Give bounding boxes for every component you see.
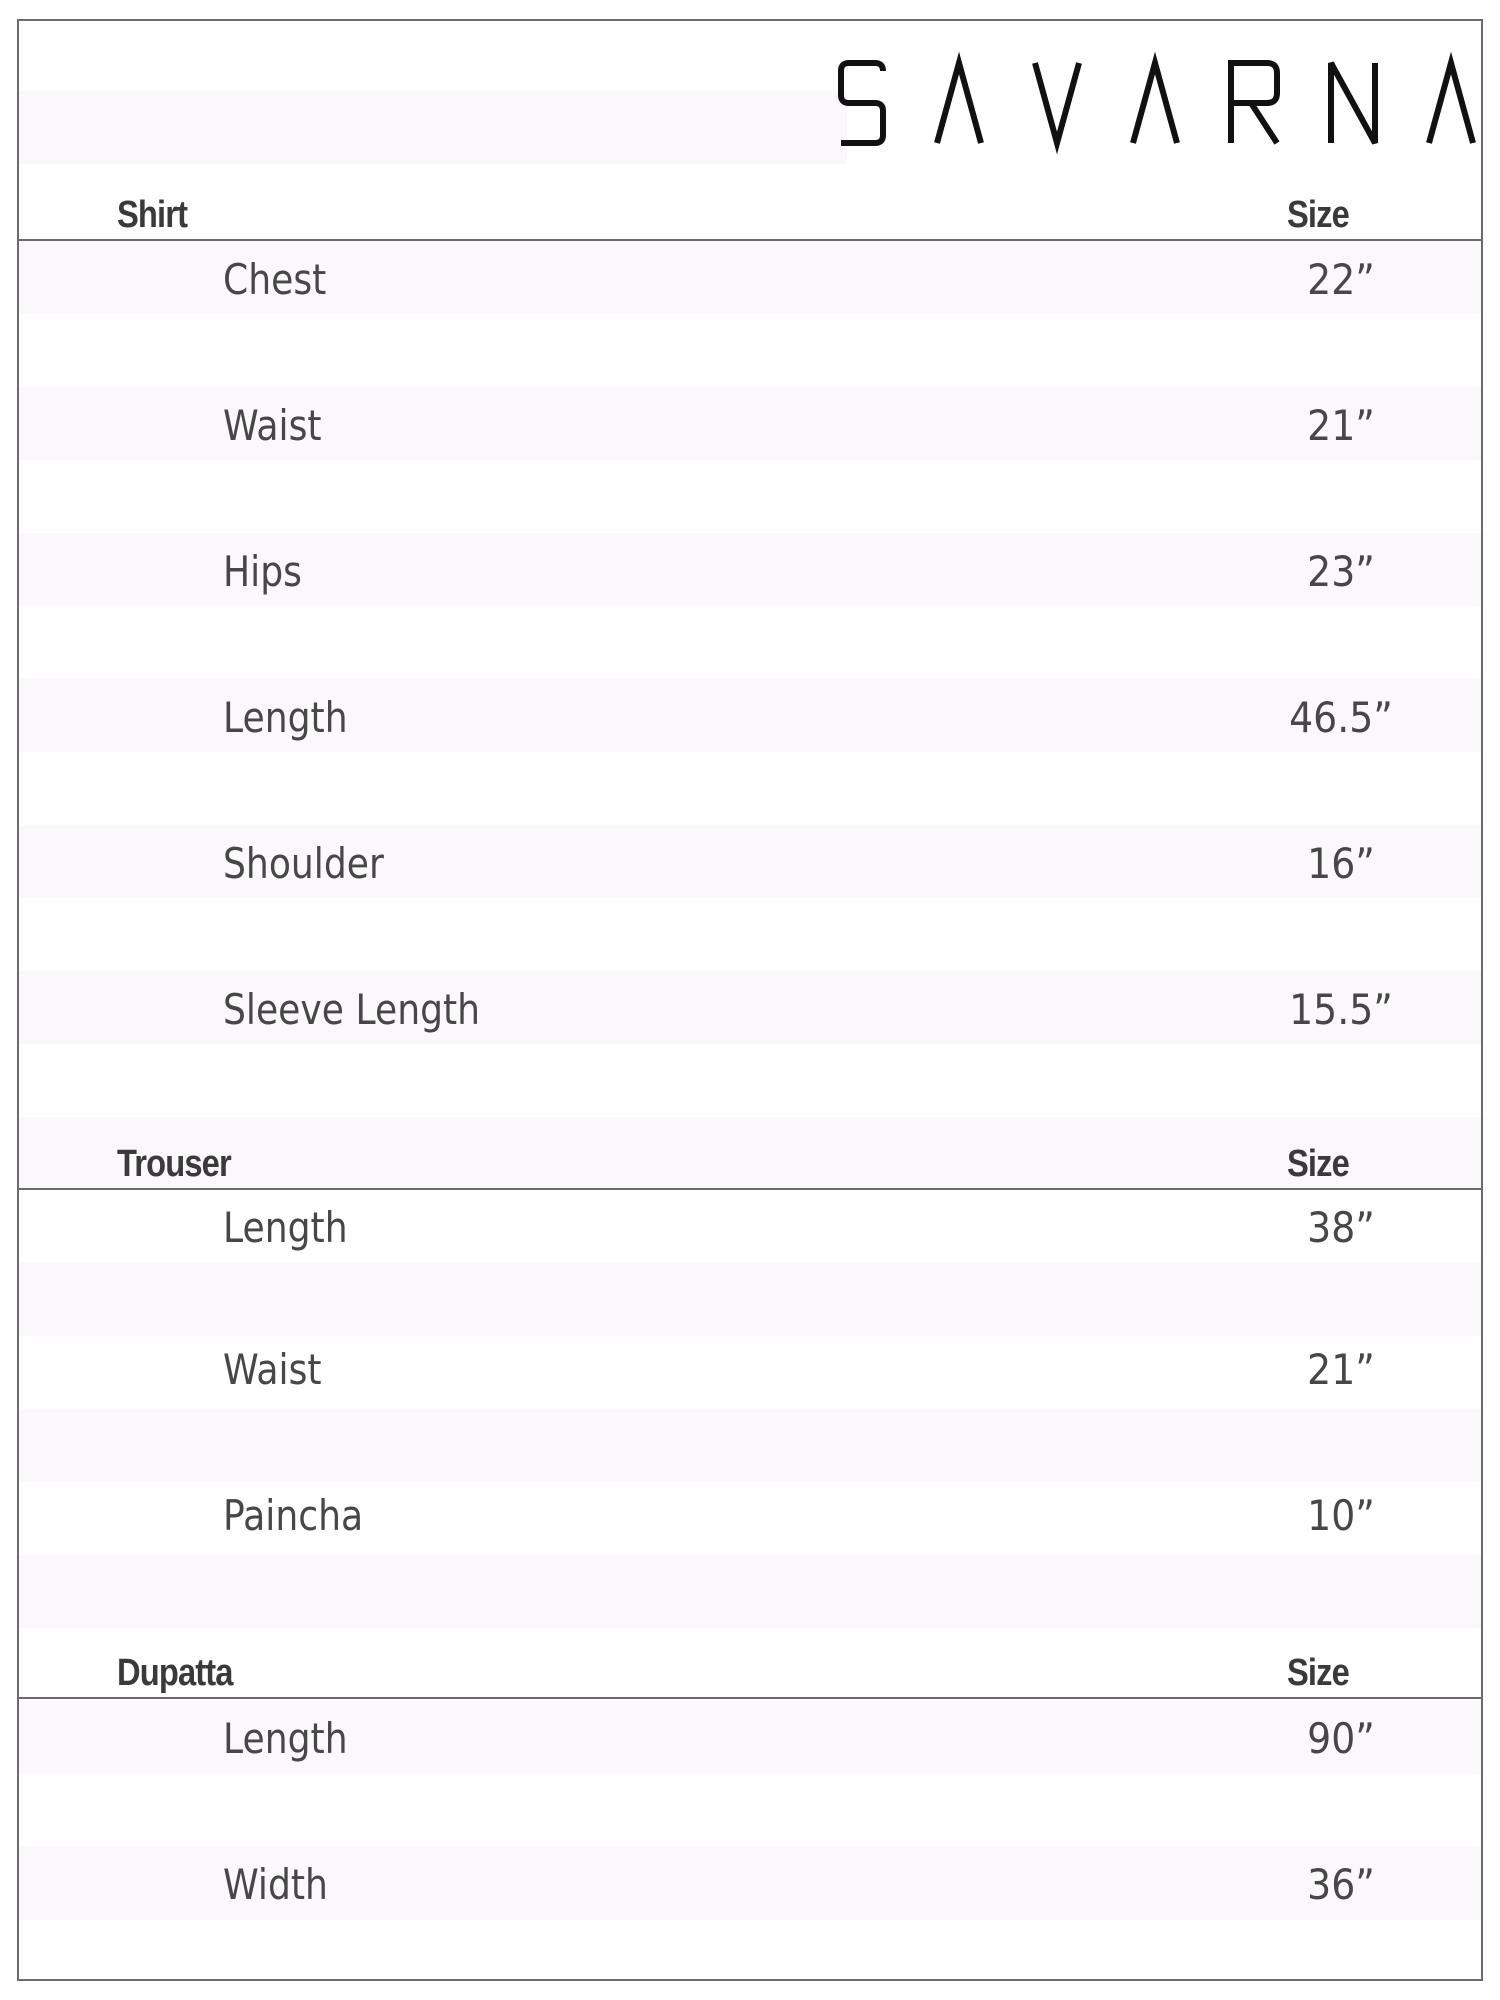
measurement-row [19,1477,1481,1550]
measure-label: Chest [223,255,327,304]
measurement-row [19,241,1481,314]
measure-label: Waist [223,1345,322,1394]
measure-label: Paincha [223,1491,364,1540]
measurement-row [19,1331,1481,1404]
section-title: Trouser [117,1143,231,1185]
measure-label: Length [223,1714,348,1763]
measurement-row [19,1846,1481,1919]
stripe [19,91,847,164]
section-title: Dupatta [117,1652,233,1694]
measure-label: Hips [223,547,302,596]
measure-value: 21” [1307,1345,1375,1394]
measure-value: 23” [1307,547,1375,596]
measure-value: 38” [1307,1203,1375,1252]
measure-label: Width [223,1860,328,1909]
measure-value: 15.5” [1289,985,1393,1034]
stripe [19,1409,1481,1482]
measure-value: 46.5” [1289,693,1393,742]
stripe [19,1555,1481,1628]
measurement-row [19,971,1481,1044]
size-chart-sheet [17,19,1483,1981]
measurement-row [19,533,1481,606]
measurement-row [19,387,1481,460]
measure-value: 22” [1307,255,1375,304]
measure-label: Shoulder [223,839,384,888]
size-column-header: Size [1287,194,1349,236]
stripe [19,1263,1481,1336]
section-header-shirt [19,187,1481,241]
measure-label: Sleeve Length [223,985,481,1034]
measure-value: 10” [1307,1491,1375,1540]
measurement-row [19,1189,1481,1262]
section-header-dupatta [19,1645,1481,1699]
measure-value: 90” [1307,1714,1375,1763]
measure-label: Length [223,693,348,742]
measure-value: 36” [1307,1860,1375,1909]
measure-label: Length [223,1203,348,1252]
measure-value: 21” [1307,401,1375,450]
section-title: Shirt [117,194,188,236]
size-column-header: Size [1287,1652,1349,1694]
savarna-logo [831,41,1481,161]
measure-label: Waist [223,401,322,450]
section-header-trouser [19,1136,1481,1190]
measurement-row [19,825,1481,898]
measure-value: 16” [1307,839,1375,888]
size-column-header: Size [1287,1143,1349,1185]
measurement-row [19,1700,1481,1773]
measurement-row [19,679,1481,752]
